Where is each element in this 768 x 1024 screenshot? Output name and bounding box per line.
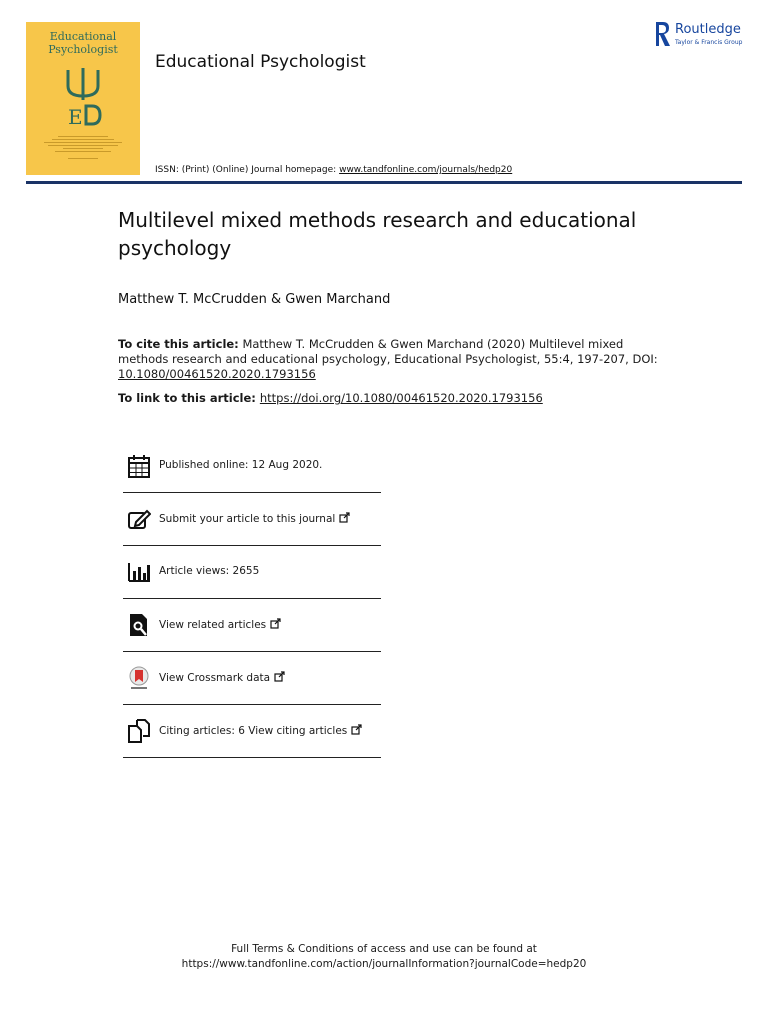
- crossmark-row[interactable]: [123, 652, 381, 705]
- published-row: [123, 440, 381, 493]
- related-articles-row[interactable]: [123, 599, 381, 652]
- submit-article-row[interactable]: [123, 493, 381, 546]
- journal-cover: [26, 22, 140, 175]
- citing-icon: [127, 718, 151, 744]
- publisher-subtitle: Taylor & Francis Group: [675, 39, 743, 46]
- cover-logo-icon: [62, 66, 104, 128]
- crossmark-icon: [127, 665, 151, 691]
- cite-doi-link[interactable]: 10.1080/00461520.2020.1793156: [118, 367, 316, 381]
- published-text: Published online: 12 Aug 2020.: [159, 459, 323, 471]
- publisher-name: Routledge: [675, 22, 741, 37]
- terms-line1: Full Terms & Conditions of access and use can be found at: [231, 943, 537, 955]
- related-articles-text: View related articles: [159, 619, 267, 631]
- edit-icon: [127, 506, 151, 532]
- routledge-r-icon: [653, 20, 671, 48]
- search-doc-icon: [127, 612, 151, 638]
- external-link-icon: [274, 671, 285, 682]
- related-articles-link[interactable]: [159, 618, 281, 631]
- cover-text-lines: [44, 134, 122, 161]
- submit-article-link[interactable]: [159, 512, 350, 525]
- cite-label: To cite this article:: [118, 337, 239, 351]
- terms-url[interactable]: https://www.tandfonline.com/action/journalInformation?journalCode=hedp20: [181, 958, 587, 970]
- article-title: Multilevel mixed methods research and educational psychology: [118, 208, 637, 260]
- journal-name: Educational Psychologist: [155, 52, 366, 72]
- cite-text: Matthew T. McCrudden & Gwen Marchand (2020) Multilevel mixed methods research and educational psychology, Educational Psychologist, 55:4, 197-207, DOI:: [118, 337, 658, 366]
- citing-articles-link[interactable]: [159, 724, 362, 737]
- citation-block: [118, 337, 658, 382]
- bar-chart-icon: [127, 559, 151, 585]
- calendar-icon: [127, 453, 151, 479]
- crossmark-link[interactable]: [159, 671, 285, 684]
- external-link-icon: [351, 724, 362, 735]
- article-info-list: [123, 440, 381, 758]
- cover-title-line1: Educational: [49, 30, 117, 43]
- external-link-icon: [339, 512, 350, 523]
- svg-text:E: E: [68, 105, 83, 128]
- terms-footer: [0, 942, 768, 972]
- issn-text: ISSN: (Print) (Online) Journal homepage:: [155, 165, 340, 175]
- submit-article-text: Submit your article to this journal: [159, 513, 336, 525]
- citing-articles-text: Citing articles: 6 View citing articles: [159, 725, 348, 737]
- article-authors: Matthew T. McCrudden & Gwen Marchand: [118, 292, 391, 307]
- issn-line: [155, 165, 512, 175]
- cover-title-line2: Psychologist: [48, 43, 118, 56]
- journal-homepage-link[interactable]: www.tandfonline.com/journals/hedp20: [339, 165, 513, 175]
- link-label: To link to this article:: [118, 391, 256, 405]
- article-views-row: [123, 546, 381, 599]
- external-link-icon: [270, 618, 281, 629]
- article-views-text: Article views: 2655: [159, 565, 260, 577]
- citing-articles-row[interactable]: [123, 705, 381, 758]
- cover-title: [26, 30, 140, 56]
- article-link-line: [118, 391, 543, 405]
- header-divider: [26, 181, 742, 184]
- crossmark-text: View Crossmark data: [159, 672, 271, 684]
- article-doi-link[interactable]: https://doi.org/10.1080/00461520.2020.1793156: [259, 391, 543, 405]
- publisher-logo[interactable]: [653, 20, 749, 50]
